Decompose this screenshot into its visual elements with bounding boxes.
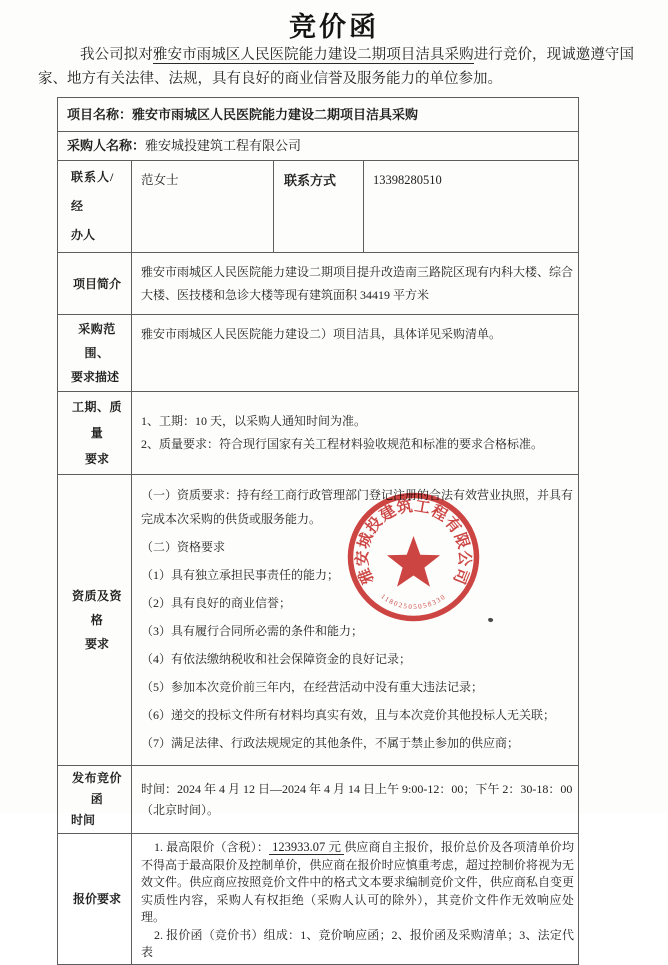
row-project-summary [58, 253, 579, 315]
qualification-item: （2）具有良好的商业信誉； [141, 596, 292, 610]
scope-label-cell [58, 315, 132, 392]
row-scope [58, 315, 579, 392]
row-pricing-requirements [58, 834, 579, 965]
intro-text-before: 我公司拟对 [80, 47, 153, 63]
qualification-item: （二）资格要求 [141, 540, 226, 554]
scope-label-line2: 要求描述 [71, 370, 120, 384]
row-schedule-quality [58, 392, 579, 475]
row-project-name [58, 98, 579, 132]
page-title: 竞价函 [289, 12, 379, 42]
intro-project-name: 雅安市雨城区人民医院能力建设二期项目洁具采购 [152, 47, 474, 63]
seal-serial-number: 11802505058330 [379, 592, 448, 612]
qualification-item: （7）满足法律、行政法规规定的其他条件，不属于禁止参加的供应商； [141, 736, 520, 750]
pricing-para1 [141, 839, 574, 927]
bid-info-table [57, 97, 579, 965]
project-name-label: 项目名称： [67, 106, 133, 122]
pricing-para1-before: 1. 最高限价（含税）： [154, 840, 269, 854]
pricing-label-cell: 报价要求 [58, 834, 132, 965]
seal-company-name: 雅安城投建筑工程有限公司 [354, 497, 473, 587]
row-contact [58, 161, 579, 253]
pricing-para1-after: 供应商自主报价，报价总价及各项清单价均不得高于最高限价及控制单价，供应商在报价时应慎重考虑，超过控制价将视为无效文件。供应商应按照竞价文件中的格式文本要求编制竞价文件，供应商私自变更实质性内容，采购人有权拒绝（采购人认可的除外），其竞价文件作无效响应处理。 [141, 840, 575, 924]
pricing-para2: 2. 报价函（竞价书）组成：1、竞价响应函；2、报价函及采购清单；3、法定代表 [141, 927, 575, 959]
row-publish-time [58, 766, 579, 834]
purchaser-cell [58, 132, 579, 161]
contact-name-cell: 范女士 [132, 161, 274, 253]
row-purchaser [58, 132, 579, 161]
contact-label-cell [58, 161, 132, 253]
qualification-label-line2: 要求 [84, 637, 109, 651]
publish-time-content-cell: 时间：2024 年 4 月 12 日—2024 年 4 月 14 日上午 9:00-12：00；下午 2：30-18：00（北京时间）。 [132, 766, 579, 834]
publish-time-label-line2: 时间 [71, 813, 96, 827]
company-seal-stamp [344, 491, 484, 627]
qualification-label-cell [58, 475, 132, 766]
project-name-value: 雅安市雨城区人民医院能力建设二期项目洁具采购 [132, 106, 419, 122]
qualification-item: （一）资质要求：持有经工商行政管理部门登记注册的合法有效营业执照，并具有完成本次采购的供货或服务能力。 [141, 488, 574, 526]
intro-paragraph [38, 44, 634, 91]
schedule-content-cell [132, 392, 579, 475]
contact-label-line1: 联系人/经 [71, 170, 115, 213]
schedule-label-line2: 要求 [84, 452, 109, 466]
contact-label-line2: 办人 [71, 228, 96, 242]
schedule-line1: 1、工期：10 天，以采购人通知时间为准。 [141, 414, 367, 428]
schedule-label-line1: 工期、质量 [71, 400, 122, 440]
pricing-content-cell [132, 834, 579, 965]
row-qualification [58, 475, 579, 766]
qualification-item: （6）递交的投标文件所有材料均真实有效，且与本次竞价其他投标人无关联； [141, 708, 556, 722]
scope-content-cell: 雅安市雨城区人民医院能力建设二）项目洁具，具体详见采购清单。 [132, 315, 579, 392]
purchaser-value: 雅安城投建筑工程有限公司 [145, 138, 302, 153]
summary-content-cell: 雅安市雨城区人民医院能力建设二期项目提升改造南三路院区现有内科大楼、综合大楼、医技楼和急诊大楼等现有建筑面积 34419 平方米 [132, 253, 579, 315]
summary-label-cell: 项目简介 [58, 253, 132, 315]
publish-time-label-cell [58, 766, 132, 834]
purchaser-label: 采购人名称： [67, 138, 146, 153]
qualification-item: （3）具有履行合同所必需的条件和能力； [141, 624, 364, 638]
qualification-label-line1: 资质及资格 [71, 589, 122, 627]
intro-text-after: 进行竞价，现诚邀遵守国家、地方有关法律、法规，具有良好的商业信誉及服务能力的单位参加。 [38, 47, 635, 87]
qualification-item: （4）有依法缴纳税收和社会保障资金的良好记录； [141, 652, 412, 666]
project-name-cell [58, 98, 579, 132]
schedule-label-cell [58, 392, 132, 475]
contact-phone-cell: 13398280510 [364, 161, 579, 253]
scope-label-line1: 采购范围、 [78, 322, 116, 360]
schedule-line2: 2、质量要求：符合现行国家有关工程材料验收规范和标准的要求合格标准。 [141, 437, 544, 451]
qualification-item: （5）参加本次竞价前三年内，在经营活动中没有重大违法记录； [141, 680, 484, 694]
seal-star-icon [387, 536, 440, 587]
max-price-value: 123933.07 元 [268, 840, 345, 854]
qualification-item: （1）具有独立承担民事责任的能力； [141, 568, 340, 582]
contact-method-label-cell: 联系方式 [274, 161, 364, 253]
publish-time-label-line1: 发布竞价函 [71, 771, 122, 806]
